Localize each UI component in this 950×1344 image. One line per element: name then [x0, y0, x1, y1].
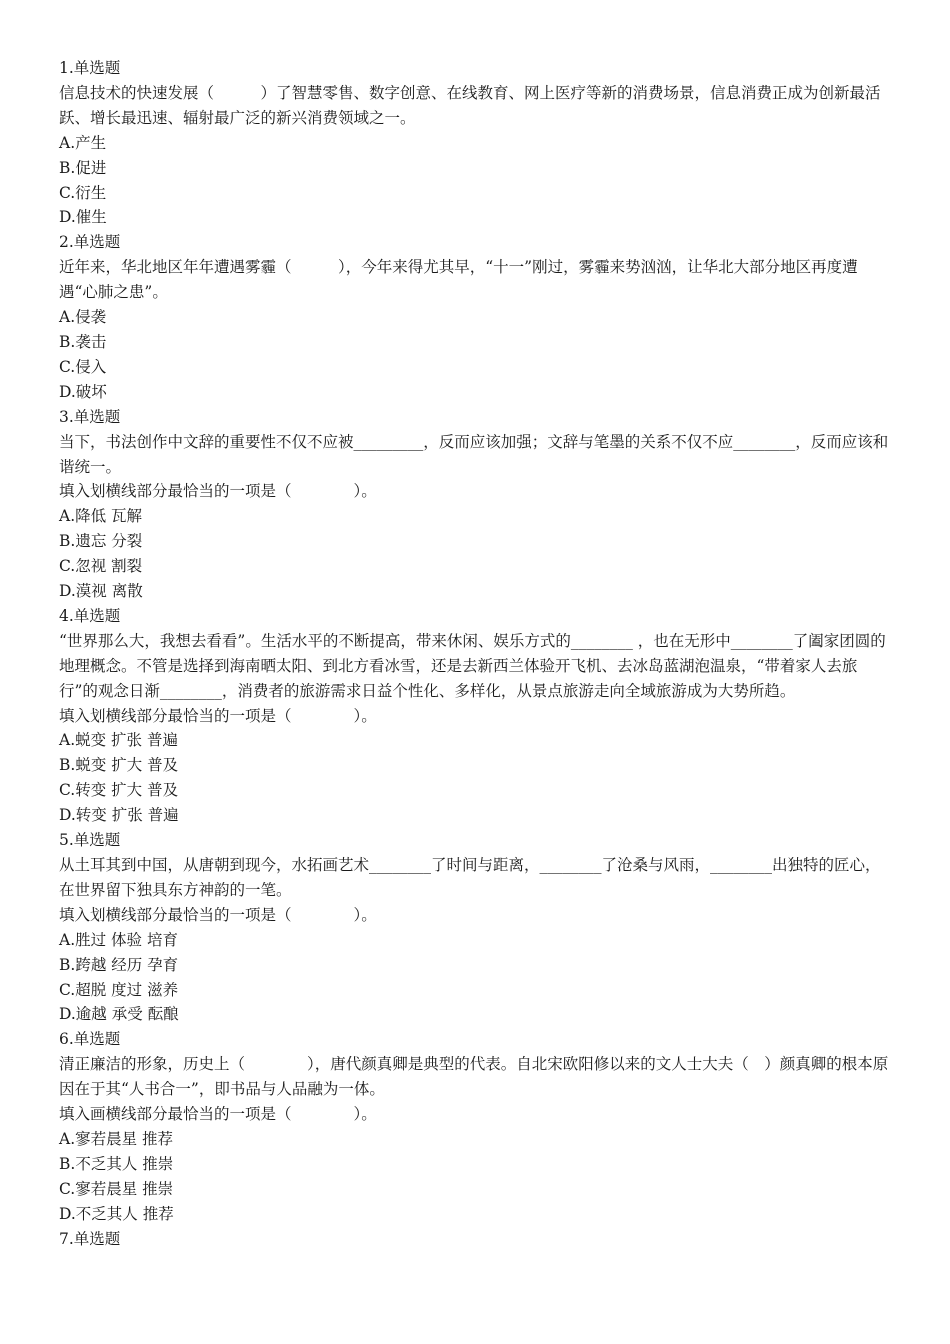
question-stem: “世界那么大，我想去看看”。生活水平的不断提高，带来休闲、娱乐方式的________ ，也在无形中________了阖家团圆的地理概念。不管是选择到海南晒太阳、到北方看冰雪，还是去新西兰体验开飞机、去冰岛蓝湖泡温泉，“带着家人去旅行”的观念日渐________，消费者的旅游需求日益个性化、多样化，从景点旅游走向全域旅游成为大势所趋。: [59, 631, 886, 700]
question-type: 4.单选题: [59, 606, 121, 625]
question-stem: 从土耳其到中国，从唐朝到现今，水拓画艺术________了时间与距离，________了沧桑与风雨，________出独特的匠心，在世界留下独具东方神韵的一笔。: [59, 856, 881, 899]
question-3: [59, 405, 895, 604]
question-type: 6.单选题: [59, 1030, 121, 1049]
question-prompt: 填入画横线部分最恰当的一项是（ ）。: [59, 1105, 377, 1124]
option-a: A.寥若晨星 推荐: [59, 1129, 174, 1148]
option-d: D.破坏: [59, 382, 107, 401]
option-c: C.忽视 割裂: [59, 557, 143, 576]
option-b: B.促进: [59, 158, 107, 177]
question-2: [59, 230, 895, 404]
question-stem: 信息技术的快速发展（ ）了智慧零售、数字创意、在线教育、网上医疗等新的消费场景，信息消费正成为创新最活跃、增长最迅速、辐射最广泛的新兴消费领域之一。: [59, 83, 881, 127]
option-a: A.产生: [59, 133, 107, 152]
question-stem: 清正廉洁的形象，历史上（ ），唐代颜真卿是典型的代表。自北宋欧阳修以来的文人士大夫（ ）颜真卿的根本原因在于其“人书合一”，即书品与人品融为一体。: [59, 1055, 889, 1099]
question-1: [59, 56, 895, 230]
question-4: [59, 604, 895, 828]
question-document: [59, 56, 895, 1252]
option-a: A.蜕变 扩张 普遍: [59, 731, 178, 750]
question-stem: 当下，书法创作中文辞的重要性不仅不应被_________，反而应该加强；文辞与笔墨的关系不仅不应________，反而应该和谐统一。: [59, 432, 889, 476]
question-stem: 近年来，华北地区年年遭遇雾霾（ ），今年来得尤其早，“十一”刚过，雾霾来势汹汹，让华北大部分地区再度遭遇“心肺之患”。: [59, 258, 858, 302]
question-type: 3.单选题: [59, 407, 121, 426]
option-d: D.转变 扩张 普遍: [59, 806, 179, 825]
option-c: C.超脱 度过 滋养: [59, 980, 179, 999]
option-a: A.胜过 体验 培育: [59, 930, 178, 949]
option-b: B.跨越 经历 孕育: [59, 955, 179, 974]
option-c: C.衍生: [59, 183, 107, 202]
option-b: B.蜕变 扩大 普及: [59, 756, 179, 775]
question-prompt: 填入划横线部分最恰当的一项是（ ）。: [59, 905, 377, 924]
question-type: 2.单选题: [59, 233, 121, 252]
question-5: [59, 828, 895, 1027]
question-type: 1.单选题: [59, 59, 121, 77]
question-7: [59, 1227, 895, 1252]
option-c: C.寥若晨星 推崇: [59, 1179, 174, 1198]
option-d: D.漠视 离散: [59, 582, 143, 601]
option-b: B.遗忘 分裂: [59, 532, 143, 551]
question-prompt: 填入划横线部分最恰当的一项是（ ）。: [59, 482, 377, 501]
question-type: 5.单选题: [59, 831, 121, 850]
question-6: [59, 1027, 895, 1226]
question-prompt: 填入划横线部分最恰当的一项是（ ）。: [59, 706, 377, 725]
option-a: A.降低 瓦解: [59, 507, 143, 526]
question-type: 7.单选题: [59, 1229, 121, 1248]
option-c: C.侵入: [59, 357, 107, 376]
option-c: C.转变 扩大 普及: [59, 781, 179, 800]
option-b: B.不乏其人 推崇: [59, 1154, 174, 1173]
option-d: D.催生: [59, 208, 107, 227]
option-d: D.逾越 承受 酝酿: [59, 1005, 179, 1024]
option-b: B.袭击: [59, 332, 107, 351]
option-d: D.不乏其人 推荐: [59, 1204, 174, 1223]
option-a: A.侵袭: [59, 308, 107, 327]
